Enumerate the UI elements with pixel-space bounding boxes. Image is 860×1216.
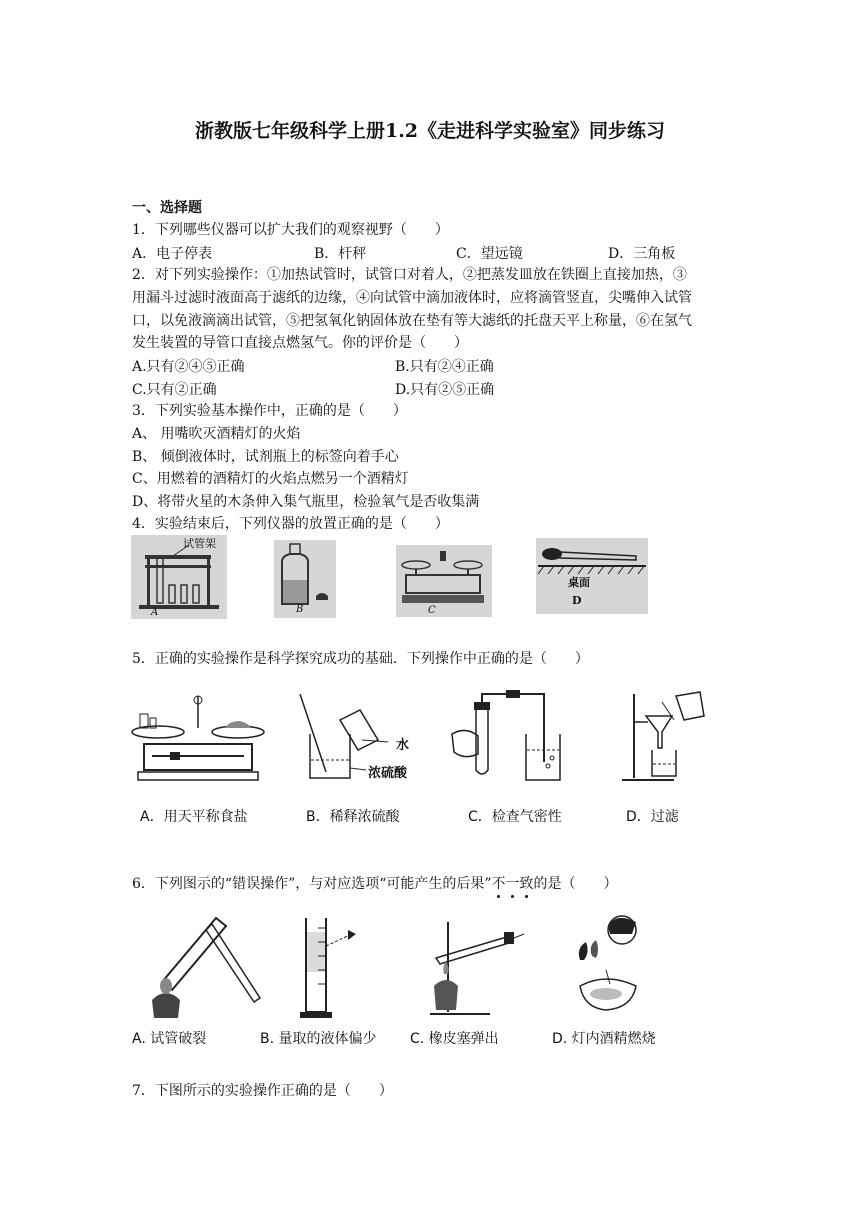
q3-option-d: D、将带火星的木条伸入集气瓶里，检验氧气是否收集满 <box>132 494 480 510</box>
q5-figure-a <box>130 688 266 788</box>
q3-option-b: B、 倾倒液体时，试剂瓶上的标签向着手心 <box>132 449 399 465</box>
reagent-bottle-icon <box>274 540 336 618</box>
q2-line-2: 用漏斗过滤时液面高于滤纸的边缘，④向试管中滴加液体时，应将滴管竖直，尖嘴伸入试管 <box>132 290 692 306</box>
q4-label-c: C <box>428 605 436 616</box>
graduated-cylinder-icon <box>296 912 372 1024</box>
q4-label-d: D <box>572 594 582 607</box>
emphasis-dot <box>525 895 528 898</box>
section-heading: 一、选择题 <box>132 200 202 216</box>
q3-option-c: C、用燃着的酒精灯的火焰点燃另一个酒精灯 <box>132 471 409 487</box>
q1-stem: 1．下列哪些仪器可以扩大我们的观察视野（ ） <box>132 222 449 238</box>
q7-stem: 7．下图所示的实验操作正确的是（ ） <box>132 1083 393 1099</box>
lamp-lighting-icon <box>566 912 666 1024</box>
stopper-heating-icon <box>420 912 530 1024</box>
q1-option-d: D．三角板 <box>608 246 676 262</box>
q5-figure-b <box>292 690 422 788</box>
q5-caption-a: A．用天平称食盐 <box>140 809 248 825</box>
q6-figure-a <box>142 912 266 1024</box>
q1-option-a: A．电子停表 <box>132 246 213 262</box>
q6-caption-d: D. 灯内酒精燃烧 <box>552 1031 656 1047</box>
q5-stem: 5．正确的实验操作是科学探究成功的基础．下列操作中正确的是（ ） <box>132 651 589 667</box>
balance-weighing-icon <box>130 688 266 788</box>
q5-caption-c: C．检查气密性 <box>468 809 562 825</box>
q6-stem <box>132 874 618 894</box>
page-title: 浙教版七年级科学上册1.2《走进科学实验室》同步练习 <box>194 120 666 142</box>
q4-figure-d <box>536 538 648 614</box>
q2-option-d: D.只有②⑤正确 <box>395 382 495 398</box>
filtration-icon <box>618 690 710 788</box>
emphasis-dot <box>497 895 500 898</box>
q6-stem-part-2: 的是（ ） <box>533 876 618 892</box>
emphasis-dot <box>511 895 514 898</box>
q4-figure-a <box>131 535 227 619</box>
q4-label-b: B <box>296 604 304 615</box>
q4-label-a: A <box>151 607 159 618</box>
q6-figure-b <box>296 912 372 1024</box>
q4-stem: 4．实验结束后，下列仪器的放置正确的是（ ） <box>132 516 449 532</box>
q4-figure-c <box>396 545 492 617</box>
dropper-on-table-icon <box>536 538 648 614</box>
q5-caption-b: B．稀释浓硫酸 <box>306 809 400 825</box>
q6-caption-a: A. 试管破裂 <box>132 1031 207 1047</box>
q2-line-4: 发生装置的导管口直接点燃氢气。你的评价是（ ） <box>132 335 468 351</box>
heating-test-tube-icon <box>142 912 266 1024</box>
q3-stem: 3．下列实验基本操作中，正确的是（ ） <box>132 403 407 419</box>
q6-caption-b: B. 量取的液体偏少 <box>260 1031 377 1047</box>
q6-emphasis <box>492 876 534 892</box>
q6-caption-c: C. 橡皮塞弹出 <box>410 1031 499 1047</box>
q1-option-c: C．望远镜 <box>456 246 523 262</box>
q2-option-b: B.只有②④正确 <box>395 359 494 375</box>
q4-label-table: 桌面 <box>568 576 590 589</box>
q6-stem-part-1: 6．下列图示的“错误操作”，与对应选项“可能产生的后果” <box>132 876 492 892</box>
airtightness-check-icon <box>448 690 568 788</box>
q6-figure-c <box>420 912 530 1024</box>
q4-figure-b <box>274 540 336 618</box>
q4-label-rack: 试管架 <box>183 537 216 550</box>
balance-icon <box>396 545 492 617</box>
q1-option-b: B．杆秤 <box>314 246 367 262</box>
q3-option-a: A、 用嘴吹灭酒精灯的火焰 <box>132 426 301 442</box>
q5-caption-d: D．过滤 <box>626 809 679 825</box>
q5-label-acid: 浓硫酸 <box>368 766 408 781</box>
q2-option-c: C.只有②正确 <box>132 382 217 398</box>
q6-emphasis-text: 不一致 <box>491 876 534 892</box>
q5-figure-c <box>448 690 568 788</box>
q6-figure-d <box>566 912 666 1024</box>
q5-label-water: 水 <box>396 738 410 753</box>
q5-figure-d <box>618 690 710 788</box>
q2-line-3: 口，以免液滴滴出试管，⑤把氢氧化钠固体放在垫有等大滤纸的托盘天平上称量，⑥在氢气 <box>132 313 692 329</box>
q2-option-a: A.只有②④⑤正确 <box>132 359 245 375</box>
q2-line-1: 2．对下列实验操作：①加热试管时，试管口对着人，②把蒸发皿放在铁圈上直接加热，③ <box>132 267 687 283</box>
